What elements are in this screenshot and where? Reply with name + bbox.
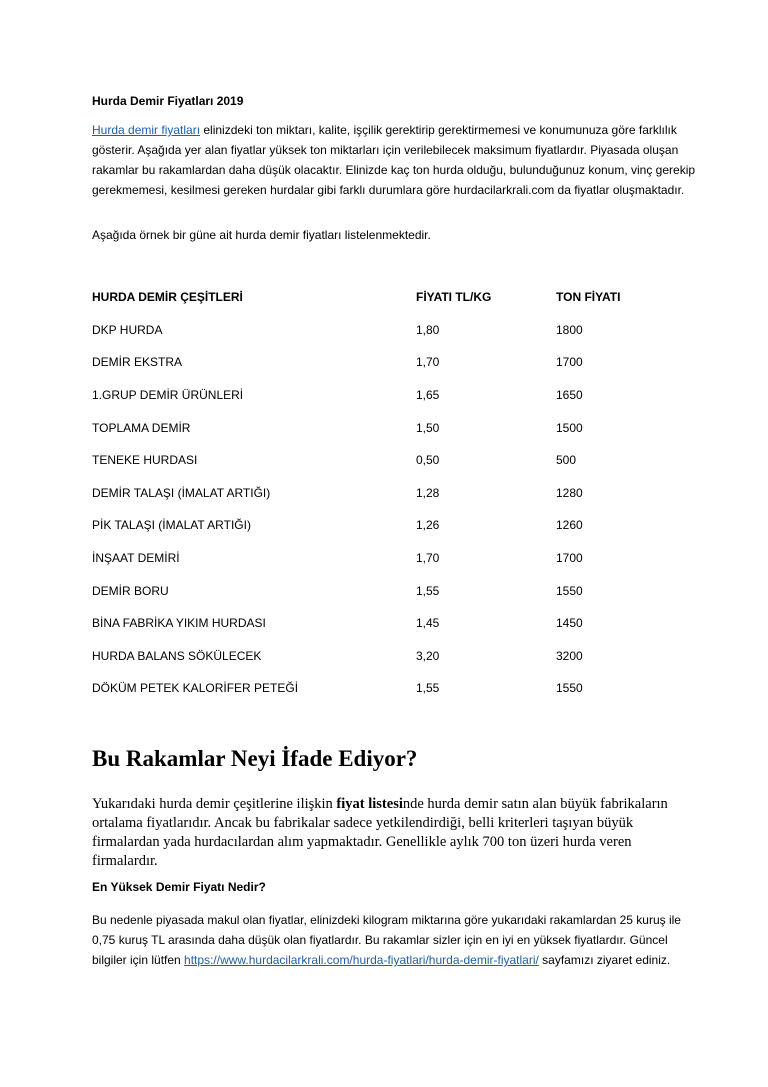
table-row	[92, 542, 676, 575]
cell-price-kg: 1,26	[416, 518, 440, 533]
cell-price-kg: 1,28	[416, 485, 440, 500]
table-row	[92, 477, 676, 510]
document-title: Hurda Demir Fiyatları 2019	[92, 94, 244, 108]
cell-price-ton: 1550	[556, 681, 583, 696]
final-text-after: sayfamızı ziyaret ediniz.	[538, 953, 671, 967]
intro-text: elinizdeki ton miktarı, kalite, işçilik gerektirip gerektirmemesi ve konumunuza göre farklılık gösterir. Aşağıda yer alan fiyatlar yüksek ton miktarları için verilebilecek maksimum fiyatlardır. Piyasada oluşan rakamlar bu rakamlardan daha düşük olacaktır. Elinizde kaç ton hurda olduğu, bulunduğunuz konum, vinç gerekip gerekmemesi, kesilmesi gereken hurdalar gibi farklı durumlara göre hurdacilarkrali.com da fiyatlar oluşmaktadır.	[92, 123, 696, 197]
price-table	[92, 281, 676, 705]
cell-price-kg: 1,80	[416, 322, 440, 337]
cell-price-ton: 1700	[556, 551, 583, 566]
intro2-paragraph: Aşağıda örnek bir güne ait hurda demir fiyatları listelenmektedir.	[92, 228, 431, 242]
cell-price-kg: 1,65	[416, 388, 440, 403]
cell-price-kg: 0,50	[416, 453, 440, 468]
cell-type: HURDA BALANS SÖKÜLECEK	[92, 648, 262, 663]
cell-price-ton: 1550	[556, 583, 583, 598]
cell-type: DÖKÜM PETEK KALORİFER PETEĞİ	[92, 681, 299, 696]
table-row	[92, 509, 676, 542]
cell-price-ton: 1700	[556, 355, 583, 370]
cell-price-ton: 1450	[556, 616, 583, 631]
cell-price-ton: 1800	[556, 322, 583, 337]
hurda-fiyatlari-url-link[interactable]: https://www.hurdacilarkrali.com/hurda-fiyatlari/hurda-demir-fiyatlari/	[184, 953, 539, 967]
cell-price-kg: 1,70	[416, 355, 440, 370]
table-row	[92, 444, 676, 477]
section-text-after: nde hurda demir satın alan büyük fabrikaların ortalama fiyatlarıdır. Ancak bu fabrikalar sadece yetkilendirdiği, belli kriterleri taşıyan büyük firmalardan yada hurdacılardan alım yapmaktadır. Genellikle aylık 700 ton üzeri hurda veren firmalardır.	[92, 796, 668, 869]
cell-price-kg: 1,55	[416, 681, 440, 696]
cell-price-ton: 3200	[556, 648, 583, 663]
cell-type: DKP HURDA	[92, 322, 163, 337]
cell-type: İNŞAAT DEMİRİ	[92, 551, 180, 566]
section-text-before: Yukarıdaki hurda demir çeşitlerine ilişkin	[92, 796, 337, 812]
cell-price-ton: 1260	[556, 518, 583, 533]
section-paragraph	[92, 795, 692, 871]
sub-heading: En Yüksek Demir Fiyatı Nedir?	[92, 880, 266, 894]
cell-price-ton: 1280	[556, 485, 583, 500]
cell-type: TOPLAMA DEMİR	[92, 420, 191, 435]
cell-type: DEMİR BORU	[92, 583, 169, 598]
cell-price-kg: 1,45	[416, 616, 440, 631]
cell-price-kg: 1,50	[416, 420, 440, 435]
table-row	[92, 346, 676, 379]
intro-paragraph	[92, 120, 702, 200]
section-bold-text: fiyat listesi	[336, 796, 403, 812]
table-row	[92, 574, 676, 607]
cell-price-kg: 1,55	[416, 583, 440, 598]
table-row	[92, 314, 676, 347]
cell-type: DEMİR EKSTRA	[92, 355, 183, 370]
table-row	[92, 411, 676, 444]
header-cell-price-ton: TON FİYATI	[556, 290, 621, 305]
table-row	[92, 672, 676, 705]
cell-type: TENEKE HURDASI	[92, 453, 198, 468]
header-cell-type: HURDA DEMİR ÇEŞİTLERİ	[92, 290, 243, 305]
cell-type: BİNA FABRİKA YIKIM HURDASI	[92, 616, 266, 631]
table-row	[92, 379, 676, 412]
table-row	[92, 607, 676, 640]
table-header-row	[92, 281, 676, 314]
cell-price-ton: 500	[556, 453, 577, 468]
cell-price-ton: 1650	[556, 388, 583, 403]
cell-type: 1.GRUP DEMİR ÜRÜNLERİ	[92, 388, 244, 403]
header-cell-price-kg: FİYATI TL/KG	[416, 290, 492, 305]
cell-price-ton: 1500	[556, 420, 583, 435]
cell-price-kg: 3,20	[416, 648, 440, 663]
final-paragraph	[92, 910, 702, 970]
cell-type: PİK TALAŞI (İMALAT ARTIĞI)	[92, 518, 251, 533]
section-heading: Bu Rakamlar Neyi İfade Ediyor?	[92, 746, 418, 771]
final-text-before: Bu nedenle piyasada makul olan fiyatlar, elinizdeki kilogram miktarına göre yukarıdaki rakamlardan 25 kuruş ile 0,75 kuruş TL arasında daha düşük olan fiyatlardır. Bu rakamlar sizler için en iyi en yüksek fiyatlardır. Güncel bilgiler için lütfen	[92, 913, 681, 967]
cell-type: DEMİR TALAŞI (İMALAT ARTIĞI)	[92, 485, 271, 500]
cell-price-kg: 1,70	[416, 551, 440, 566]
table-row	[92, 640, 676, 673]
hurda-demir-fiyatlari-link[interactable]: Hurda demir fiyatları	[92, 123, 201, 137]
